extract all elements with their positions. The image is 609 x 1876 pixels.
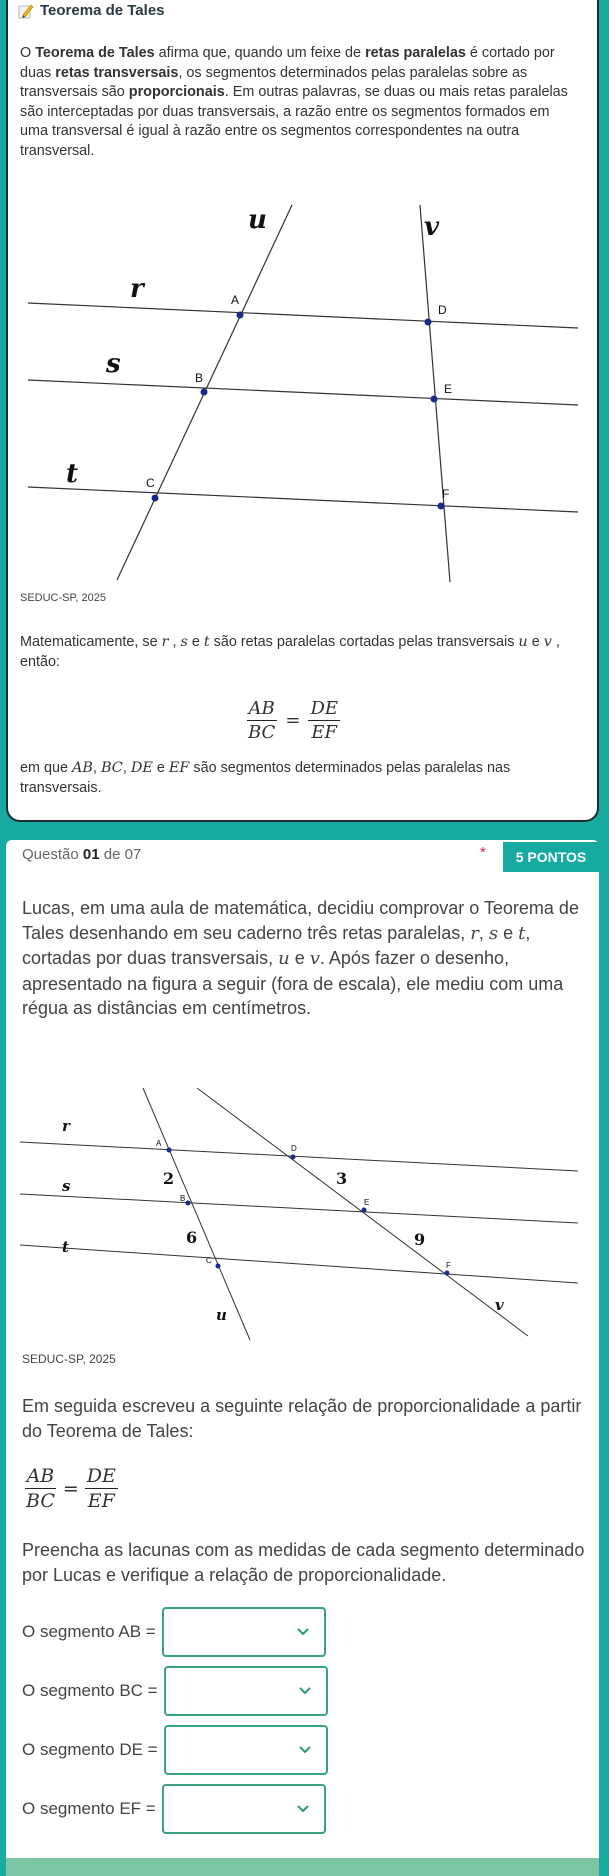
answer-row-ef [22,1784,326,1834]
label-d-2: D [291,1144,297,1153]
point-c-2 [216,1264,221,1269]
proportion-formula [246,698,340,743]
point-a-2 [167,1148,172,1153]
label-d: D [438,303,447,317]
bottom-strip [6,1858,599,1876]
pencil-icon [18,3,34,19]
line-t [28,487,578,512]
point-b [201,389,208,396]
line-s-2 [20,1194,578,1223]
intro-paragraph: O Teorema de Tales afirma que, quando um feixe de retas paralelas é cortado por duas retas transversais, os segmentos determinados pelas paralelas sobre as transversais são proporcionais. Em outras palavras, se duas ou mais retas paralelas são interceptadas por duas transversais, a razão entre os segmentos formados em uma transversal é igual à razão entre os segmentos correspondentes na outra transversal. [20,45,568,159]
answer-select-de[interactable] [164,1725,328,1775]
label-e: E [444,382,453,396]
fraction-de-ef: $\frac{DE}{EF}$ [310,698,339,743]
point-f-2 [445,1271,450,1276]
point-d-2 [291,1155,296,1160]
figure-lucas-drawing [20,1078,580,1342]
figure1-source: SEDUC-SP, 2025 [20,592,107,604]
question-statement: Lucas, em uma aula de matemática, decidiu comprovar o Teorema de Tales desenhando em seu caderno três retas paralelas, r, s e t, cortadas por duas transversais, u e v. Após fazer o desenho, apresentado na figura a seguir (fora de escala), ele mediu com uma régua as distâncias em centímetros. [22,898,579,1018]
answer-label-ef: O segmento EF = [22,1799,156,1818]
label-v: v [424,212,440,242]
label-s-2: s [62,1177,71,1195]
point-b-2 [186,1201,191,1206]
answer-row-de [22,1725,328,1775]
points-badge: 5 PONTOS [503,842,599,872]
label-a: A [231,293,240,307]
question-relation-text: Em seguida escreveu a seguinte relação de proporcionalidade a partir do Teorema de Tales: [22,1396,582,1441]
point-e [431,396,438,403]
measure-ab: 2 [163,1169,175,1188]
point-e-2 [362,1208,367,1213]
measure-bc: 6 [186,1228,198,1247]
line-r [28,303,578,328]
point-a [237,312,244,319]
q-equals-sign: = [62,1477,79,1500]
label-v-2: v [495,1296,504,1314]
answer-label-ab: O segmento AB = [22,1622,156,1641]
required-star-icon: * [480,844,486,861]
figure-tales-theorem [20,200,580,588]
figure2-source: SEDUC-SP, 2025 [22,1352,116,1366]
label-u-2: u [216,1306,227,1324]
question-instruction: Preencha as lacunas com as medidas de cada segmento determinado por Lucas e verifique a relação de proporcionalidade. [22,1540,585,1585]
transversal-u-2 [143,1088,250,1340]
chevron-down-icon [298,1745,312,1755]
answer-select-bc[interactable] [164,1666,328,1716]
label-r: r [130,274,144,304]
fraction-ab-bc: $\frac{AB}{BC}$ [248,698,276,743]
label-e-2: E [364,1198,370,1207]
measure-de: 3 [336,1169,348,1188]
label-c-2: C [206,1256,212,1265]
label-t-2: t [62,1238,69,1256]
q-fraction-de-ef: $\frac{DE}{EF}$ [86,1465,116,1512]
line-t-2 [20,1245,578,1283]
context-title [18,2,165,19]
label-a-2: A [156,1139,162,1148]
label-t: t [66,459,79,489]
question-proportion-formula [24,1465,118,1512]
answer-label-de: O segmento DE = [22,1740,158,1759]
answer-label-bc: O segmento BC = [22,1681,158,1700]
label-b: B [195,371,204,385]
line-r-2 [20,1142,578,1171]
measure-ef: 9 [414,1230,426,1249]
label-r-2: r [62,1117,70,1135]
segments-paragraph: em que AB, BC, DE e EF são segmentos determinados pelas paralelas nas transversais. [20,760,511,796]
q-fraction-ab-bc: $\frac{AB}{BC}$ [26,1465,55,1512]
label-u: u [248,205,267,235]
chevron-down-icon [296,1627,310,1637]
label-b-2: B [180,1194,186,1203]
label-c: C [146,476,155,490]
label-f-2: F [446,1261,451,1270]
answer-row-bc [22,1666,328,1716]
equals-sign: = [285,710,301,731]
context-title-text: Teorema de Tales [40,2,165,19]
label-s: s [106,349,121,379]
chevron-down-icon [298,1686,312,1696]
math-paragraph: Matematicamente, se r , s e t são retas paralelas cortadas pelas transversais u e v , então: [20,634,560,670]
point-c [152,495,159,502]
chevron-down-icon [296,1804,310,1814]
question-number: Questão 01 de 07 [22,846,142,863]
label-f: F [442,487,450,501]
answer-select-ab[interactable] [162,1607,326,1657]
answer-select-ef[interactable] [162,1784,326,1834]
point-d [425,319,432,326]
line-s [28,380,578,405]
point-f [438,503,445,510]
answer-row-ab [22,1607,326,1657]
